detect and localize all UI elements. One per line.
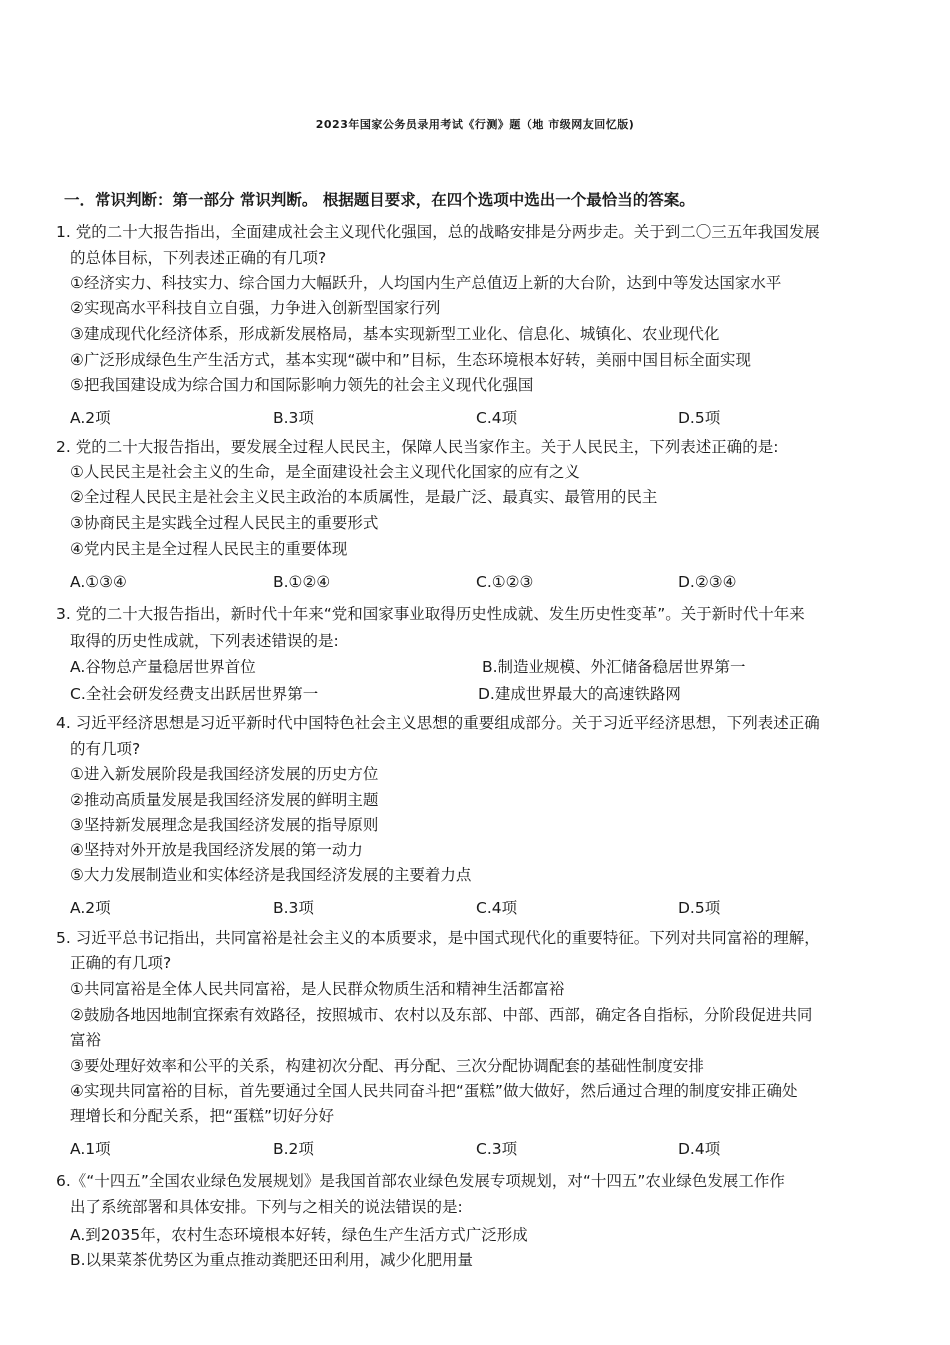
q4-statement-2: ②推动高质量发展是我国经济发展的鲜明主题 [70,791,379,809]
q5-statement-3: ③要处理好效率和公平的关系，构建初次分配、再分配、三次分配协调配套的基础性制度安排 [70,1057,704,1075]
q4-statement-4: ④坚持对外开放是我国经济发展的第一动力 [70,841,363,859]
q5-statement-1: ①共同富裕是全体人民共同富裕，是人民群众物质生活和精神生活都富裕 [70,980,565,998]
q4-option-a: A.2项 [70,899,111,917]
q2-option-c: C.①②③ [476,573,534,591]
q6-option-a: A.到2035年，农村生态环境根本好转，绿色生产生活方式广泛形成 [70,1226,528,1244]
q1-statement-3: ③建成现代化经济体系，形成新发展格局，基本实现新型工业化、信息化、城镇化、农业现代化 [70,325,720,343]
q2-option-d: D.②③④ [678,573,737,591]
q6-option-b: B.以果菜茶优势区为重点推动粪肥还田利用，减少化肥用量 [70,1251,474,1269]
q5-statement-2-cont: 富裕 [70,1031,102,1049]
section-heading: 一．常识判断：第一部分 常识判断。 根据题目要求，在四个选项中选出一个最恰当的答案。 [64,191,695,209]
q3-option-a: A.谷物总产量稳居世界首位 [70,658,256,676]
q4-option-b: B.3项 [273,899,314,917]
q4-statement-1: ①进入新发展阶段是我国经济发展的历史方位 [70,765,379,783]
q1-statement-1: ①经济实力、科技实力、综合国力大幅跃升，人均国内生产总值迈上新的大台阶，达到中等发达国家水平 [70,274,782,292]
q2-option-a: A.①③④ [70,573,127,591]
q2-option-b: B.①②④ [273,573,331,591]
q1-stem-line-1: 1. 党的二十大报告指出，全面建成社会主义现代化强国，总的战略安排是分两步走。关于到二〇三五年我国发展 [56,223,820,241]
q1-statement-2: ②实现高水平科技自立自强，力争进入创新型国家行列 [70,299,441,317]
page-title: 2023年国家公务员录用考试《行测》题（地 市级网友回忆版) [315,118,635,131]
q3-stem-line-2: 取得的历史性成就，下列表述错误的是: [70,632,339,650]
q4-statement-5: ⑤大力发展制造业和实体经济是我国经济发展的主要着力点 [70,866,472,884]
q3-stem-line-1: 3. 党的二十大报告指出，新时代十年来“党和国家事业取得历史性成就、发生历史性变革”。关于新时代十年来 [56,605,805,623]
q5-option-c: C.3项 [476,1140,518,1158]
q3-option-d: D.建成世界最大的高速铁路网 [478,685,681,703]
q1-statement-5: ⑤把我国建设成为综合国力和国际影响力领先的社会主义现代化强国 [70,376,534,394]
q5-option-d: D.4项 [678,1140,721,1158]
q1-statement-4: ④广泛形成绿色生产生活方式，基本实现“碳中和”目标，生态环境根本好转，美丽中国目标全面实现 [70,351,751,369]
q1-option-d: D.5项 [678,409,721,427]
q4-stem-line-1: 4. 习近平经济思想是习近平新时代中国特色社会主义思想的重要组成部分。关于习近平经济思想，下列表述正确 [56,714,820,732]
q6-stem-line-2: 出了系统部署和具体安排。下列与之相关的说法错误的是: [70,1198,463,1216]
q4-stem-line-2: 的有几项? [70,740,141,758]
q3-option-c: C.全社会研发经费支出跃居世界第一 [70,685,319,703]
q5-stem-line-1: 5. 习近平总书记指出，共同富裕是社会主义的本质要求，是中国式现代化的重要特征。下列对共同富裕的理解， [56,929,820,947]
q2-statement-4: ④党内民主是全过程人民民主的重要体现 [70,540,348,558]
q5-option-b: B.2项 [273,1140,314,1158]
q1-option-b: B.3项 [273,409,314,427]
q3-option-b: B.制造业规模、外汇储备稳居世界第一 [482,658,746,676]
q5-statement-2: ②鼓励各地因地制宜探索有效路径，按照城市、农村以及东部、中部、西部，确定各自指标，分阶段促进共同 [70,1006,813,1024]
q2-stem-line-1: 2. 党的二十大报告指出，要发展全过程人民民主，保障人民当家作主。关于人民民主，下列表述正确的是: [56,438,779,456]
q5-statement-4: ④实现共同富裕的目标，首先要通过全国人民共同奋斗把“蛋糕”做大做好，然后通过合理的制度安排正确处 [70,1082,798,1100]
q6-stem-line-1: 6.《“十四五”全国农业绿色发展规划》是我国首部农业绿色发展专项规划，对“十四五”农业绿色发展工作作 [56,1172,785,1190]
q5-option-a: A.1项 [70,1140,111,1158]
q5-statement-4-cont: 理增长和分配关系，把“蛋糕”切好分好 [70,1107,335,1125]
q1-option-a: A.2项 [70,409,111,427]
q4-option-c: C.4项 [476,899,518,917]
q2-statement-1: ①人民民主是社会主义的生命，是全面建设社会主义现代化国家的应有之义 [70,463,580,481]
q2-statement-3: ③协商民主是实践全过程人民民主的重要形式 [70,514,379,532]
q2-statement-2: ②全过程人民民主是社会主义民主政治的本质属性，是最广泛、最真实、最管用的民主 [70,488,658,506]
q4-statement-3: ③坚持新发展理念是我国经济发展的指导原则 [70,816,379,834]
q5-stem-line-2: 正确的有几项? [70,954,172,972]
q4-option-d: D.5项 [678,899,721,917]
q1-stem-line-2: 的总体目标，下列表述正确的有几项? [70,249,327,267]
q1-option-c: C.4项 [476,409,518,427]
